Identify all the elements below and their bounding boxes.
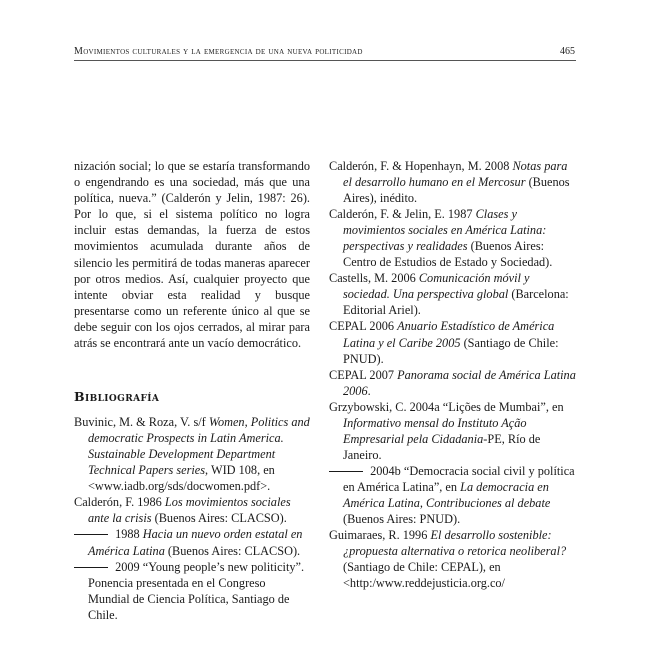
reference-text: Guimaraes, R. 1996 bbox=[329, 528, 431, 543]
reference-text: 1988 bbox=[112, 527, 143, 542]
reference-text: (Buenos Aires: CLACSO). bbox=[164, 543, 301, 558]
reference-text: (Santiago de Chile: PNUD). bbox=[343, 335, 559, 366]
reference-title: Comunicación móvil y sociedad. Una perspectiva global bbox=[343, 271, 530, 302]
reference-text: Grzybowski, C. 2004a “Lições de Mumbai”, en bbox=[329, 399, 564, 414]
reference-entry bbox=[329, 158, 579, 206]
reference-entry bbox=[329, 399, 579, 463]
reference-entry bbox=[74, 559, 310, 623]
reference-list-left bbox=[74, 414, 310, 623]
reference-list-right bbox=[329, 158, 579, 591]
reference-text: . bbox=[367, 383, 371, 398]
left-column bbox=[74, 158, 310, 623]
page-number: 465 bbox=[560, 46, 575, 57]
reference-title: Panorama social de América Latina 2006 bbox=[343, 367, 576, 398]
reference-text: (Buenos Aires: PNUD). bbox=[343, 512, 461, 527]
repeat-author-dash bbox=[74, 534, 108, 535]
reference-title: Clases y movimientos sociales en América Latina: perspectivas y realidades bbox=[343, 207, 547, 254]
reference-text: Calderón, F. 1986 bbox=[74, 495, 165, 510]
reference-text: Calderón, F. & Hopenhayn, M. 2008 bbox=[329, 159, 513, 173]
reference-text: Buvinic, M. & Roza, V. s/f bbox=[74, 415, 209, 430]
body-paragraph: nización social; lo que se estaría transformando o engendrando es una sociedad, más que una política, nueva.” (Calderón y Jelin, 1987: 26). Por lo que, si el sistema político no logra incluir estas demandas, la fuerza de estos movimientos acumulada durante años de silencio les permitirá de todas maneras aparecer por otros medios. Así, cualquier proyecto que intente obviar esta realidad y busque presentarse como un referente único al que se debe seguir con los ojos cerrados, al mirar para atrás se encontrará ante un vacío democrático. bbox=[74, 159, 310, 351]
reference-title: Los movimientos sociales ante la crisis bbox=[88, 495, 291, 526]
reference-entry bbox=[329, 367, 579, 399]
reference-entry bbox=[74, 494, 310, 526]
repeat-author-dash bbox=[329, 471, 363, 472]
reference-text: (Buenos Aires), inédito. bbox=[343, 175, 570, 206]
repeat-author-dash bbox=[74, 567, 108, 568]
bibliography-heading: Bibliografía bbox=[74, 389, 160, 405]
reference-title: Anuario Estadístico de América Latina y el Caribe 2005 bbox=[343, 319, 555, 350]
right-column bbox=[329, 158, 579, 591]
reference-text: CEPAL 2007 bbox=[329, 367, 398, 382]
reference-entry bbox=[329, 463, 579, 527]
reference-title: Notas para el desarrollo humano en el Mercosur bbox=[343, 159, 568, 190]
reference-text: 2004b “Democracia social civil y política en América Latina”, en bbox=[343, 463, 575, 494]
reference-title: Informativo mensal do Instituto Ação Empresarial pela Cidadania bbox=[343, 415, 527, 446]
reference-text: (Barcelona: Editorial Ariel). bbox=[343, 287, 569, 318]
reference-text: (Buenos Aires: CLACSO). bbox=[151, 511, 287, 526]
reference-title: El desarrollo sostenible: ¿propuesta alternativa o retorica neoliberal? bbox=[343, 528, 567, 559]
reference-text: Castells, M. 2006 bbox=[329, 271, 419, 286]
reference-text: CEPAL 2006 bbox=[329, 319, 398, 334]
reference-text: (Santiago de Chile: CEPAL), en <http:/www.reddejusticia.org.co/ bbox=[343, 560, 505, 591]
reference-entry bbox=[74, 526, 310, 558]
reference-title: La democracia en América Latina, Contribuciones al debate bbox=[343, 479, 551, 510]
header-rule bbox=[74, 60, 576, 61]
reference-text: , WID 108, en <www.iadb.org/sds/docwomen.pdf>. bbox=[88, 463, 275, 494]
reference-text: -PE, Río de Janeiro. bbox=[343, 431, 541, 462]
reference-entry bbox=[74, 414, 310, 494]
reference-entry bbox=[329, 270, 579, 318]
reference-entry bbox=[329, 318, 579, 366]
reference-text: 2009 “Young people’s new politicity”. Ponencia presentada en el Congreso Mundial de Ciencia Política, Santiago de Chile. bbox=[88, 559, 305, 622]
running-head: Movimientos culturales y la emergencia de una nueva politicidad bbox=[74, 46, 363, 57]
reference-entry bbox=[329, 527, 579, 591]
reference-title: Hacia un nuevo orden estatal en América Latina bbox=[88, 527, 303, 558]
reference-entry bbox=[329, 206, 579, 270]
reference-text: (Buenos Aires: Centro de Estudios de Estado y Sociedad). bbox=[343, 239, 553, 270]
reference-text: Calderón, F. & Jelin, E. 1987 bbox=[329, 207, 476, 222]
reference-title: Women, Politics and democratic Prospects in Latin America. Sustainable Development Department Technical Papers series bbox=[88, 415, 310, 478]
